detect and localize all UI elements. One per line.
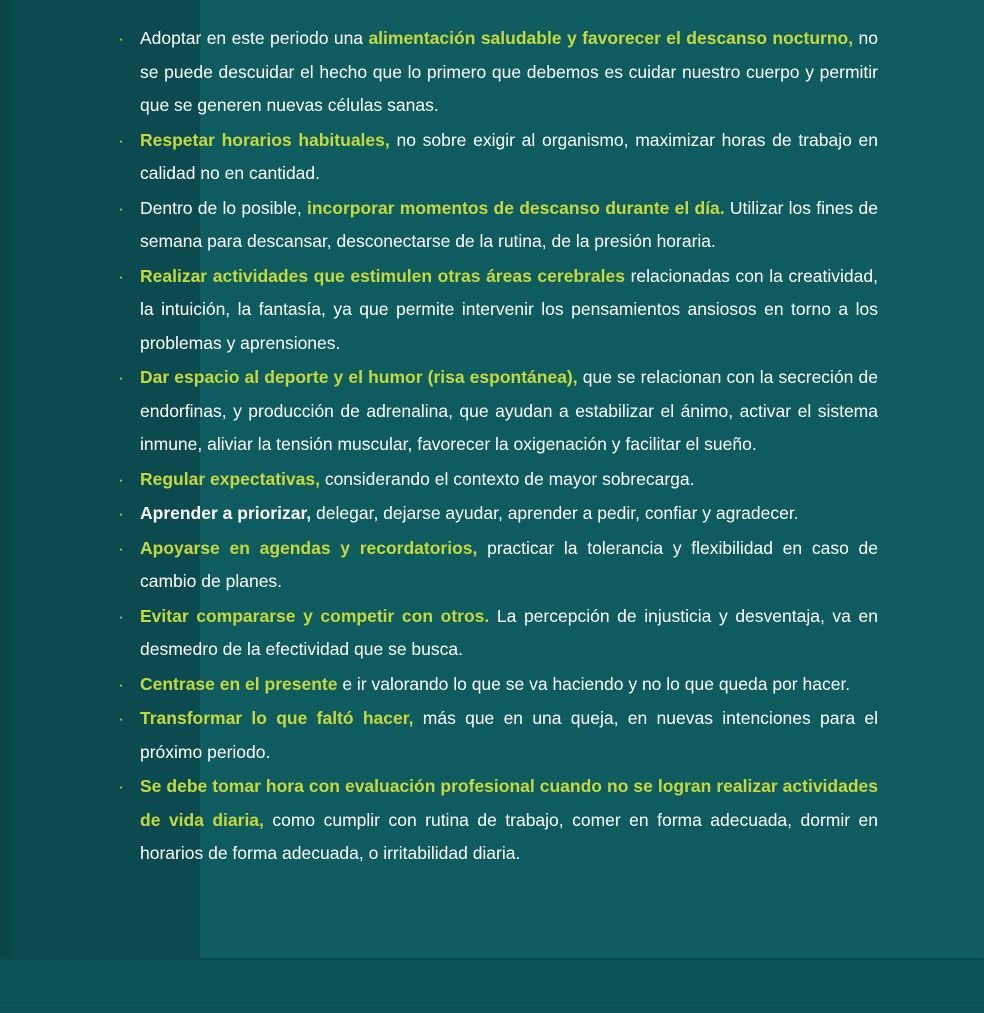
highlighted-text: Evitar compararse y competir con otros. — [140, 605, 490, 626]
body-text: practicar la tolerancia y flexibilidad en caso de cambio de planes. — [140, 537, 878, 591]
body-text: La percepción de injusticia y desventaja, va en desmedro de la efectividad que se busca. — [140, 605, 878, 659]
highlighted-text: Transformar lo que faltó hacer, — [140, 708, 414, 728]
bullet-list-container — [108, 22, 878, 872]
bullet-dot-icon: · — [118, 29, 124, 48]
footer-rule — [0, 1002, 984, 1003]
body-text: que se relacionan con la secreción de endorfinas, y producción de adrenalina, que ayudan a estabilizar el ánimo, activar el sistema inmune, aliviar la tensión muscular, favorecer la oxigenación y facilitar el sueño. — [140, 367, 878, 454]
list-item — [108, 497, 878, 531]
bullet-dot-icon: · — [118, 198, 124, 218]
list-item — [108, 668, 878, 702]
left-edge-accent — [0, 0, 12, 960]
bullet-dot-icon: · — [118, 504, 124, 523]
bullet-dot-icon: · — [118, 266, 124, 286]
body-text: e ir valorando lo que se va haciendo y no lo que queda por hacer. — [337, 673, 851, 694]
list-item — [108, 463, 878, 497]
body-text: más que en una queja, en nuevas intenciones para el próximo periodo. — [140, 708, 878, 762]
list-item — [108, 702, 878, 769]
body-text: delegar, dejarse ayudar, aprender a pedir, confiar y agradecer. — [311, 503, 799, 523]
list-item — [108, 532, 878, 599]
body-text: no sobre exigir al organismo, maximizar horas de trabajo en calidad no en cantidad. — [140, 129, 878, 183]
highlighted-text: Respetar horarios habituales, — [140, 129, 390, 150]
highlighted-text: Se debe tomar hora con evaluación profesional cuando no se logran realizar actividades de vida diaria, — [140, 776, 878, 830]
highlighted-text: Centrase en el presente — [140, 673, 338, 694]
list-item — [108, 600, 878, 667]
body-text: como cumplir con rutina de trabajo, comer en forma adecuada, dormir en horarios de forma adecuada, o irritabilidad diaria. — [140, 809, 878, 863]
bold-text: Aprender a priorizar, — [140, 503, 312, 523]
body-text: Adoptar en este periodo una — [140, 28, 369, 48]
highlighted-text: Realizar actividades que estimulen otras áreas cerebrales — [140, 265, 625, 286]
highlighted-text: Apoyarse en agendas y recordatorios, — [140, 537, 478, 558]
list-item — [108, 770, 878, 871]
body-text: relacionadas con la creatividad, la intuición, la fantasía, ya que permite intervenir los pensamientos ansiosos en torno a los problemas y aprensiones. — [140, 265, 878, 353]
highlighted-text: alimentación saludable y favorecer el descanso nocturno, — [368, 28, 854, 48]
footer-band — [0, 958, 984, 1013]
list-item — [108, 260, 878, 361]
highlighted-text: Dar espacio al deporte y el humor (risa espontánea), — [140, 367, 578, 387]
bullet-dot-icon: · — [118, 777, 124, 796]
list-item — [108, 361, 878, 462]
bullet-dot-icon: · — [118, 368, 124, 387]
body-text: Dentro de lo posible, — [140, 197, 307, 218]
bullet-dot-icon: · — [118, 538, 124, 558]
body-text: no se puede descuidar el hecho que lo primero que debemos es cuidar nuestro cuerpo y permitir que se generen nuevas células sanas. — [140, 28, 878, 115]
body-text: Utilizar los fines de semana para descansar, desconectarse de la rutina, de la presión horaria. — [140, 197, 878, 251]
bullet-dot-icon: · — [118, 469, 124, 489]
list-item — [108, 124, 878, 191]
bullet-dot-icon: · — [118, 674, 124, 694]
body-text: considerando el contexto de mayor sobrecarga. — [319, 468, 695, 489]
highlighted-text: Regular expectativas, — [140, 468, 320, 489]
list-item — [108, 192, 878, 259]
bullet-dot-icon: · — [118, 709, 124, 728]
bullet-list — [108, 22, 878, 871]
bullet-dot-icon: · — [118, 606, 124, 626]
bullet-dot-icon: · — [118, 130, 124, 150]
highlighted-text: incorporar momentos de descanso durante el día. — [307, 197, 725, 218]
list-item — [108, 22, 878, 123]
